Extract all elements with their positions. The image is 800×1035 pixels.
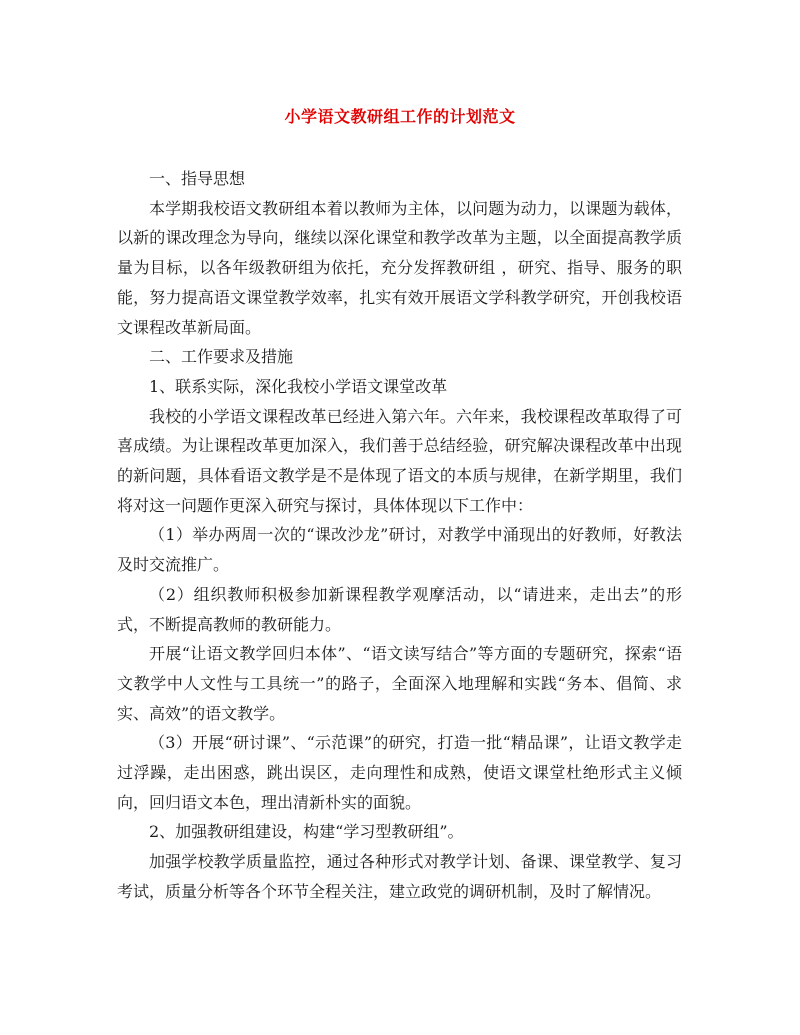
body-paragraph: 本学期我校语文教研组本着以教师为主体，以问题为动力，以课题为载体，以新的课改理念为导向，继续以深化课堂和教学改革为主题，以全面提高教学质量为目标，以各年级教研组为依托，充分发挥教研组 ，研究、指导、服务的职能，努力提高语文课堂教学效率，扎实有效开展语文学科教学研究，开创我校语文课程改革新局面。 [117,198,682,337]
section-heading-guiding-ideology: 一、指导思想 [149,169,246,188]
subsection-heading: 2、加强教研组建设，构建“学习型教研组”。 [149,822,464,842]
body-paragraph: 加强学校教学质量监控，通过各种形式对教学计划、备课、课堂教学、复习考试，质量分析等各个环节全程关注，建立政党的调研机制，及时了解情况。 [117,852,682,901]
list-item-paragraph: （3）开展“研讨课”、“示范课”的研究，打造一批“精品课”，让语文教学走过浮躁，走出困惑，跳出误区，走向理性和成熟，使语文课堂杜绝形式主义倾向，回归语文本色，理出清新朴实的面貌。 [117,733,682,812]
section-heading-work-requirements: 二、工作要求及措施 [149,347,294,367]
body-paragraph: 我校的小学语文课程改革已经进入第六年。六年来，我校课程改革取得了可喜成绩。为让课程改革更加深入，我们善于总结经验，研究解决课程改革中出现的新问题，具体看语文教学是不是体现了语文的本质与规律，在新学期里，我们将对这一问题作更深入研究与探讨，具体体现以下工作中： [117,406,682,515]
subsection-heading: 1、联系实际，深化我校小学语文课堂改革 [149,376,448,396]
body-paragraph: 开展“让语文教学回归本体”、“语文读写结合”等方面的专题研究，探索“语文教学中人文性与工具统一”的路子，全面深入地理解和实践“务本、倡简、求实、高效”的语文教学。 [117,644,682,723]
list-item-paragraph: （2）组织教师积极参加新课程教学观摩活动，以“请进来，走出去”的形式，不断提高教师的教研能力。 [117,584,682,634]
document-title: 小学语文教研组工作的计划范文 [284,107,516,126]
list-item-paragraph: （1）举办两周一次的“课改沙龙”研讨，对教学中涌现出的好教师，好教法及时交流推广。 [117,525,682,575]
document-body [117,164,682,907]
